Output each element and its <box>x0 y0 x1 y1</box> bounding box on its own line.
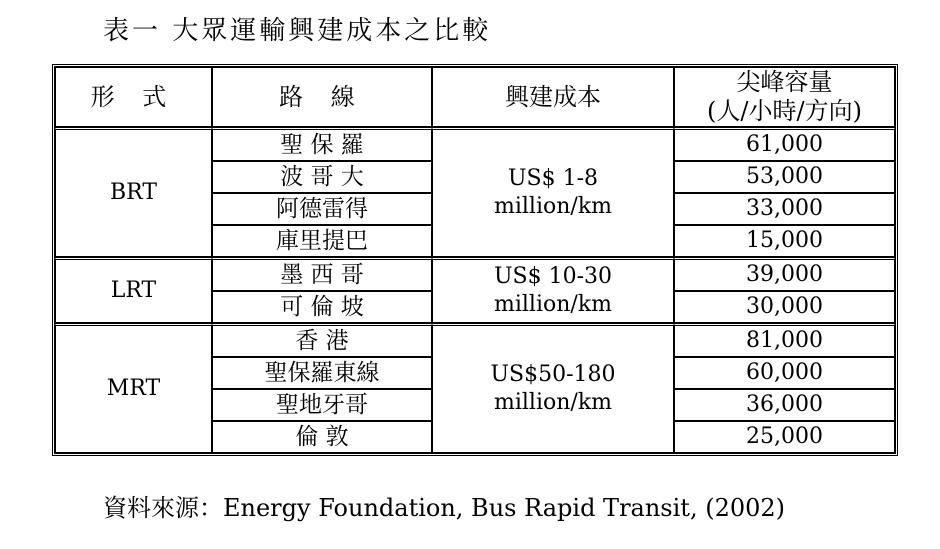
route-cell: 倫 敦 <box>212 421 432 453</box>
header-capacity-line1: 尖峰容量 <box>736 68 833 96</box>
capacity-cell: 15,000 <box>674 225 895 257</box>
capacity-cell: 53,000 <box>674 161 895 193</box>
header-capacity-line2: (人/小時/方向) <box>707 97 862 125</box>
header-capacity <box>674 67 895 127</box>
header-route: 路 線 <box>212 67 432 127</box>
route-cell: 波 哥 大 <box>212 161 432 193</box>
group-name-mrt: MRT <box>55 323 212 453</box>
capacity-cell: 61,000 <box>674 127 895 161</box>
table-title: 表一 大眾運輸興建成本之比較 <box>103 16 492 46</box>
group-name-brt: BRT <box>55 127 212 257</box>
route-cell: 香 港 <box>212 323 432 357</box>
capacity-cell: 33,000 <box>674 193 895 225</box>
cost-cell-brt <box>432 127 674 257</box>
route-cell: 可 倫 坡 <box>212 291 432 323</box>
route-cell: 阿德雷得 <box>212 193 432 225</box>
cost-line1: US$ 1-8 <box>507 166 599 191</box>
cost-line2: million/km <box>493 194 613 219</box>
route-cell: 聖地牙哥 <box>212 389 432 421</box>
capacity-cell: 60,000 <box>674 357 895 389</box>
table-row <box>55 323 895 357</box>
route-cell: 庫里提巴 <box>212 225 432 257</box>
header-form: 形 式 <box>55 67 212 127</box>
cost-line2: million/km <box>493 292 613 317</box>
capacity-cell: 39,000 <box>674 257 895 291</box>
source-note: 資料來源：Energy Foundation, Bus Rapid Transit, (2002) <box>103 494 786 522</box>
cost-line1: US$50-180 <box>490 362 616 387</box>
capacity-cell: 25,000 <box>674 421 895 453</box>
capacity-cell: 81,000 <box>674 323 895 357</box>
group-name-lrt: LRT <box>55 257 212 323</box>
cost-comparison-table-wrapper <box>52 64 892 456</box>
cost-line2: million/km <box>493 390 613 415</box>
cost-cell-lrt <box>432 257 674 323</box>
header-cost: 興建成本 <box>432 67 674 127</box>
header-row <box>55 67 895 127</box>
capacity-cell: 36,000 <box>674 389 895 421</box>
cost-line1: US$ 10-30 <box>493 264 613 289</box>
route-cell: 聖 保 羅 <box>212 127 432 161</box>
table-row <box>55 127 895 161</box>
table-row <box>55 257 895 291</box>
route-cell: 聖保羅東線 <box>212 357 432 389</box>
route-cell: 墨 西 哥 <box>212 257 432 291</box>
capacity-cell: 30,000 <box>674 291 895 323</box>
cost-cell-mrt <box>432 323 674 453</box>
cost-comparison-table <box>52 64 898 456</box>
